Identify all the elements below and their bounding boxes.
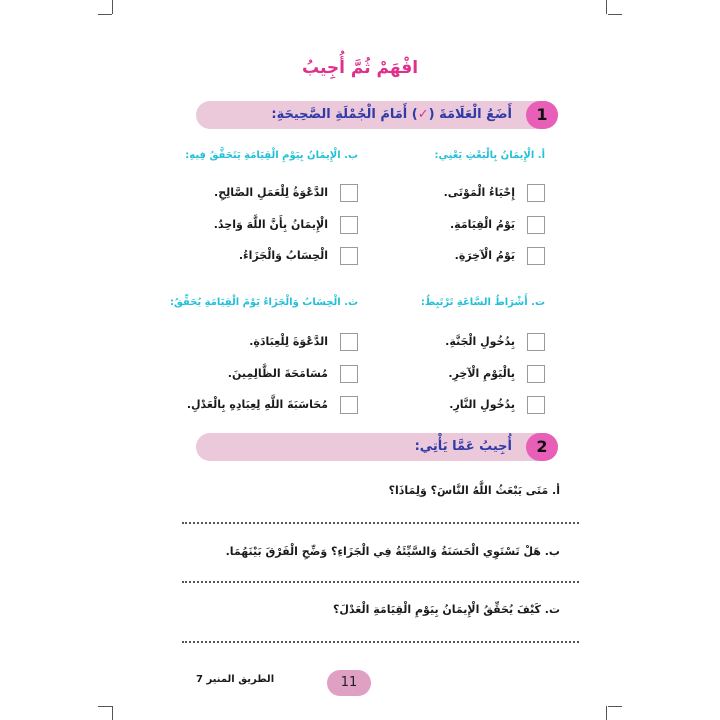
crop-mark	[98, 706, 112, 707]
option-row	[375, 365, 545, 385]
section-number-badge: 1	[526, 101, 558, 129]
question-group-c	[375, 295, 545, 415]
open-question: ت. كَيْفَ يُحَقِّقُ الْإِيمَانُ بِيَوْمِ الْقِيَامَةِ الْعَدْلَ؟	[333, 603, 560, 616]
option-row	[188, 365, 358, 385]
crop-mark	[608, 14, 622, 15]
option-row	[188, 216, 358, 236]
option-text: بِالْيَوْمِ الْآخِرِ.	[448, 367, 515, 380]
option-row	[375, 247, 545, 267]
group-title: ث. الْحِسَابُ وَالْجَزَاءُ يَوْمَ الْقِيَامَةِ يُحَقِّقُ:	[170, 297, 358, 308]
question-group-a	[375, 148, 545, 268]
option-row	[375, 396, 545, 416]
option-row	[375, 333, 545, 353]
question-group-b	[185, 148, 358, 268]
section-number-badge: 2	[526, 433, 558, 461]
answer-checkbox[interactable]	[527, 184, 545, 202]
option-text: الدَّعْوَةَ لِلْعِبَادَةِ.	[249, 335, 328, 348]
answer-checkbox[interactable]	[527, 333, 545, 351]
answer-checkbox[interactable]	[340, 396, 358, 414]
group-title: ت. أَشْرَاطُ السَّاعَةِ تَرْتَبِطُ:	[420, 297, 545, 308]
option-text: الدَّعْوَةُ لِلْعَمَلِ الصَّالِحِ.	[214, 186, 328, 199]
option-text: إِحْيَاءُ الْمَوْتَى.	[443, 186, 515, 199]
page-title: افْهَمْ ثُمَّ أُجِيبُ	[301, 58, 419, 78]
option-text: بِدُخُولِ الْجَنَّةِ.	[445, 335, 515, 348]
crop-mark	[112, 0, 113, 14]
answer-checkbox[interactable]	[340, 216, 358, 234]
option-text: مُسَامَحَةَ الظَّالِمِينَ.	[227, 367, 328, 380]
option-text: يَوْمُ الْآخِرَةِ.	[454, 249, 515, 262]
section-1-header	[196, 101, 558, 129]
option-text: مُحَاسَبَةَ اللَّهِ لِعِبَادِهِ بِالْعَدْلِ.	[186, 398, 328, 411]
option-row	[188, 247, 358, 267]
option-text: بِدُخُولِ النَّارِ.	[449, 398, 515, 411]
section-instruction: أَضَعُ الْعَلَامَةَ (✓) أَمَامَ الْجُمْلَةِ الصَّحِيحَةِ:	[271, 107, 512, 122]
answer-line[interactable]	[182, 522, 579, 524]
book-name: الطريق المنير 7	[196, 674, 275, 685]
answer-checkbox[interactable]	[527, 247, 545, 265]
page-number: 11	[327, 670, 371, 696]
crop-mark	[112, 706, 113, 720]
group-title: ب. الْإِيمَانُ بِيَوْمِ الْقِيَامَةِ يَتَحَقَّقُ فِيهِ:	[185, 150, 358, 161]
option-row	[375, 184, 545, 204]
crop-mark	[98, 14, 112, 15]
question-group-d	[170, 295, 358, 415]
answer-checkbox[interactable]	[340, 184, 358, 202]
open-question: ب. هَلْ تَسْتَوِي الْحَسَنَةُ وَالسَّيِّئَةُ فِي الْجَزَاءِ؟ وَضِّحِ الْفَرْقَ بَيْنَهُمَا.	[225, 545, 560, 558]
answer-checkbox[interactable]	[527, 365, 545, 383]
section-2-header	[196, 433, 558, 461]
option-text: الْحِسَابُ وَالْجَزَاءُ.	[238, 249, 328, 262]
crop-mark	[606, 706, 607, 720]
crop-mark	[608, 706, 622, 707]
answer-checkbox[interactable]	[527, 396, 545, 414]
option-row	[188, 333, 358, 353]
answer-line[interactable]	[182, 641, 579, 643]
answer-checkbox[interactable]	[527, 216, 545, 234]
answer-checkbox[interactable]	[340, 247, 358, 265]
crop-mark	[606, 0, 607, 14]
check-mark-icon: ✓	[417, 107, 429, 122]
option-text: يَوْمُ الْقِيَامَةِ.	[449, 218, 515, 231]
option-row	[375, 216, 545, 236]
answer-checkbox[interactable]	[340, 333, 358, 351]
answer-checkbox[interactable]	[340, 365, 358, 383]
section-instruction: أُجِيبُ عَمَّا يَأْتِي:	[414, 439, 512, 454]
group-title: أ. الْإِيمَانُ بِالْبَعْثِ يَعْنِي:	[434, 150, 545, 161]
open-question: أ. مَتَى يَبْعَثُ اللَّهُ النَّاسَ؟ وَلِمَاذَا؟	[388, 484, 560, 497]
option-row	[188, 184, 358, 204]
option-row	[188, 396, 358, 416]
answer-line[interactable]	[182, 581, 579, 583]
option-text: الْإِيمَانُ بِأَنَّ اللَّهَ وَاحِدٌ.	[213, 218, 328, 231]
